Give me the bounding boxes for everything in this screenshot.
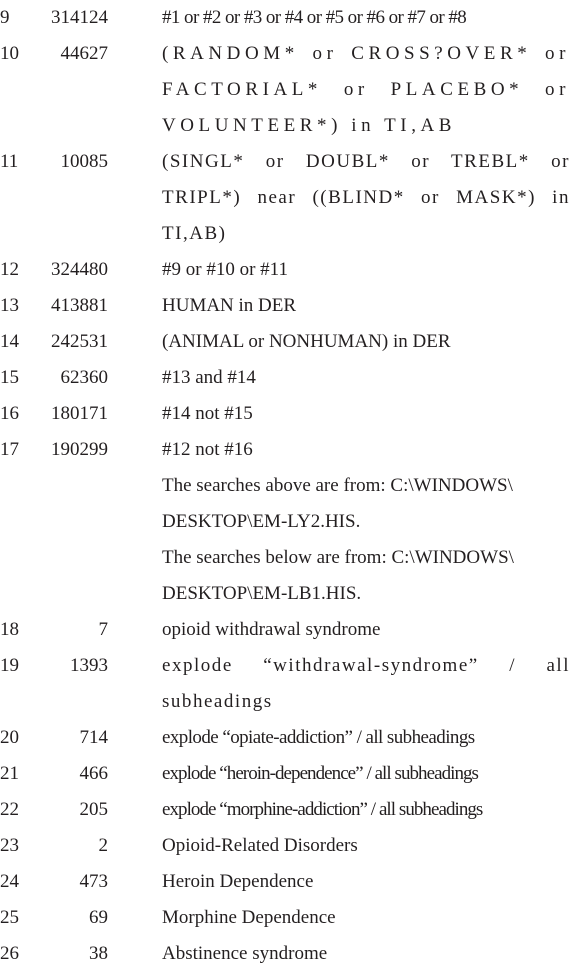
search-row-16 [0, 396, 570, 432]
result-count: 2 [98, 835, 108, 856]
search-row-26 [0, 936, 570, 972]
search-number: 11 [0, 151, 19, 172]
result-count: 714 [79, 727, 108, 748]
search-query: explode “morphine-addiction” / all subheadings [162, 799, 483, 820]
result-count: 205 [79, 799, 108, 820]
search-number: 10 [0, 43, 19, 64]
result-count: 242531 [51, 331, 108, 352]
search-row-20 [0, 720, 570, 756]
search-number: 19 [0, 655, 19, 676]
result-count: 10085 [60, 151, 108, 172]
search-row-25 [0, 900, 570, 936]
search-query: Abstinence syndrome [162, 943, 328, 964]
search-query: #9 or #10 or #11 [162, 259, 288, 280]
result-count: 314124 [51, 7, 108, 28]
search-row-22 [0, 792, 570, 828]
result-count: 473 [79, 871, 108, 892]
search-number: 15 [0, 367, 19, 388]
search-query: Morphine Dependence [162, 907, 336, 928]
search-query: (RANDOM* or CROSS?OVER* or FACTORIAL* or PLACEBO* or VOLUNTEER*) in TI,AB [162, 43, 570, 136]
search-query: explode “withdrawal-syndrome” / all subheadings [162, 655, 570, 712]
result-count: 1393 [70, 655, 108, 676]
result-count: 190299 [51, 439, 108, 460]
search-query: Opioid-Related Disorders [162, 835, 358, 856]
search-number: 14 [0, 331, 19, 352]
result-count: 38 [89, 943, 108, 964]
search-number: 9 [0, 7, 10, 28]
result-count: 413881 [51, 295, 108, 316]
search-query: explode “heroin-dependence” / all subheadings [162, 763, 478, 784]
search-number: 20 [0, 727, 19, 748]
search-query: (ANIMAL or NONHUMAN) in DER [162, 331, 451, 352]
search-query: HUMAN in DER [162, 295, 297, 316]
result-count: 44627 [60, 43, 108, 64]
search-number: 23 [0, 835, 19, 856]
result-count: 62360 [60, 367, 108, 388]
search-number: 12 [0, 259, 19, 280]
search-row-19 [0, 648, 570, 720]
search-row-15 [0, 360, 570, 396]
history-note-text: The searches below are from: C:\WINDOWS\ DESKTOP\EM-LB1.HIS. [162, 547, 514, 604]
search-query: explode “opiate-addiction” / all subheadings [162, 727, 475, 748]
result-count: 180171 [51, 403, 108, 424]
search-row-11 [0, 144, 570, 252]
search-query: opioid withdrawal syndrome [162, 619, 381, 640]
history-note-below [0, 540, 570, 612]
search-number: 24 [0, 871, 19, 892]
search-row-24 [0, 864, 570, 900]
search-row-9 [0, 0, 570, 36]
search-query: #1 or #2 or #3 or #4 or #5 or #6 or #7 or #8 [162, 7, 467, 28]
search-row-17 [0, 432, 570, 468]
result-count: 324480 [51, 259, 108, 280]
search-query: Heroin Dependence [162, 871, 314, 892]
search-number: 25 [0, 907, 19, 928]
search-row-21 [0, 756, 570, 792]
search-row-10 [0, 36, 570, 144]
search-row-12 [0, 252, 570, 288]
search-query: (SINGL* or DOUBL* or TREBL* or TRIPL*) near ((BLIND* or MASK*) in TI,AB) [162, 151, 570, 244]
search-row-23 [0, 828, 570, 864]
search-number: 13 [0, 295, 19, 316]
search-row-18 [0, 612, 570, 648]
history-note-above [0, 468, 570, 540]
search-number: 21 [0, 763, 19, 784]
search-number: 18 [0, 619, 19, 640]
search-row-13 [0, 288, 570, 324]
result-count: 7 [98, 619, 108, 640]
search-number: 17 [0, 439, 19, 460]
search-number: 22 [0, 799, 19, 820]
search-number: 16 [0, 403, 19, 424]
history-note-text: The searches above are from: C:\WINDOWS\ DESKTOP\EM-LY2.HIS. [162, 475, 513, 532]
search-query: #14 not #15 [162, 403, 253, 424]
search-query: #13 and #14 [162, 367, 256, 388]
search-number: 26 [0, 943, 19, 964]
result-count: 69 [89, 907, 108, 928]
search-row-14 [0, 324, 570, 360]
search-query: #12 not #16 [162, 439, 253, 460]
result-count: 466 [79, 763, 108, 784]
